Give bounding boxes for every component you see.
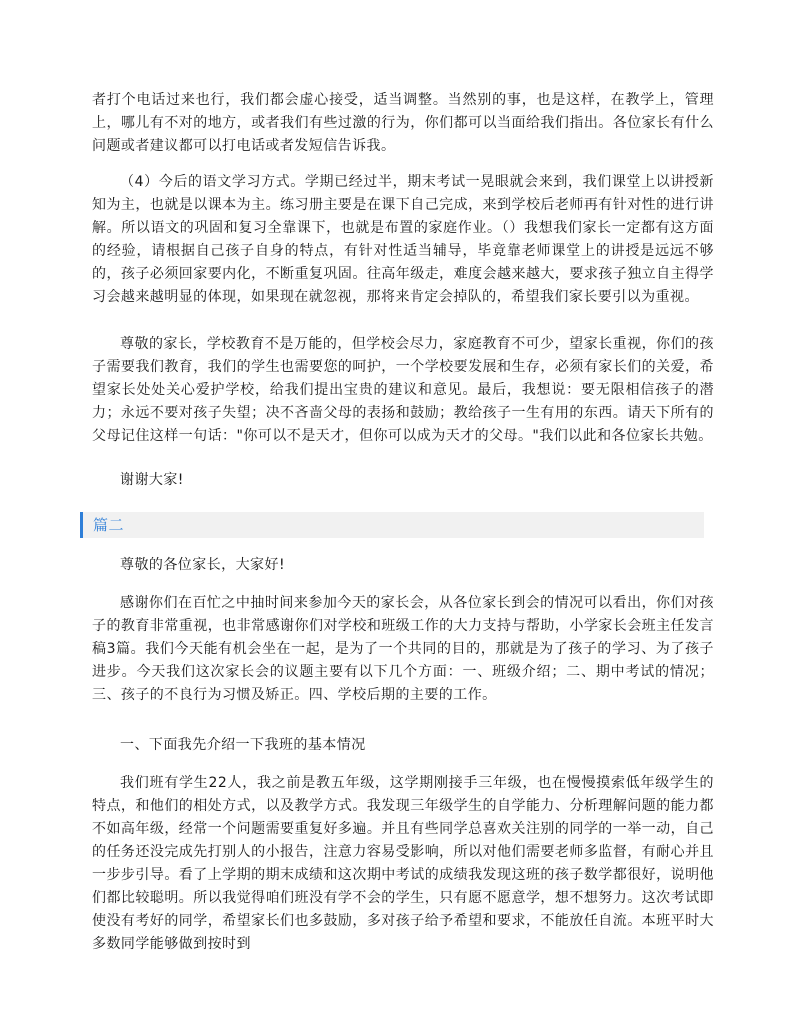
section-accent-bar [80,512,83,538]
thanks-line: 谢谢大家! [120,472,184,488]
greeting-line: 尊敬的各位家长，大家好! [120,557,286,573]
paragraph-class-info: 我们班有学生22人，我之前是教五年级，这学期刚接手三年级，也在慢慢摸索低年级学生的特点，和他们的相处方式，以及教学方式。我发现三年级学生的自学能力、分析理解问题的能力都不如高年级，经常一个问题需要重复好多遍。并且有些同学总喜欢关注别的同学的一举一动，自己的任务还没完成先打别人的小报告，注意力容易受影响，所以对他们需要老师多监督，有耐心并且一步步引导。看了上学期的期末成绩和这次期中考试的成绩我发现这班的孩子数学都很好，说明他们都比较聪明。所以我觉得咱们班没有学不会的学生，只有愿不愿意学，想不想努力。这次考试即使没有考好的同学，希望家长们也多鼓励，多对孩子给予希望和要求，不能放任自流。本班平时大多数同学能够做到按时到 [92,775,714,952]
paragraph-continuation: 者打个电话过来也行，我们都会虚心接受，适当调整。当然别的事，也是这样，在教学上，管理上，哪儿有不对的地方，或者我们有些过激的行为，你们都可以当面给我们指出。各位家长有什么问题或者建议都可以打电话或者发短信告诉我。 [92,92,714,154]
section-title: 篇二 [93,516,125,534]
subheading: 一、下面我先介绍一下我班的基本情况 [120,737,366,753]
paragraph-study-method: （4）今后的语文学习方式。学期已经过半，期末考试一晃眼就会来到，我们课堂上以讲授新知为主，也就是以课本为主。练习册主要是在课下自己完成，来到学校后老师再有针对性的进行讲解。所以语文的巩固和复习全靠课下，也就是布置的家庭作业。（）我想我们家长一定都有这方面的经验，请根据自己孩子自身的特点，有针对性适当辅导，毕竟靠老师课堂上的讲授是远远不够的，孩子必须回家要内化，不断重复巩固。往高年级走，难度会越来越大，要求孩子独立自主得学习会越来越明显的体现，如果现在就忽视，那将来肯定会掉队的，希望我们家长要引以为重视。 [92,174,714,305]
section-header [80,512,704,538]
paragraph-closing: 尊敬的家长，学校教育不是万能的，但学校会尽力，家庭教育不可少，望家长重视，你们的孩子需要我们教育，我们的学生也需要您的呵护，一个学校要发展和生存，必须有家长们的关爱，希望家长处处关心爱护学校，给我们提出宝贵的建议和意见。最后，我想说：要无限相信孩子的潜力；永远不要对孩子失望；决不吝啬父母的表扬和鼓励；教给孩子一生有用的东西。请天下所有的父母记住这样一句话："你可以不是天才，但你可以成为天才的父母。"我们以此和各位家长共勉。 [92,336,714,444]
paragraph-intro: 感谢你们在百忙之中抽时间来参加今天的家长会，从各位家长到会的情况可以看出，你们对孩子的教育非常重视，也非常感谢你们对学校和班级工作的大力支持与帮助，小学家长会班主任发言稿3篇。我们今天能有机会坐在一起，是为了一个共同的目的，那就是为了孩子的学习、为了孩子进步。今天我们这次家长会的议题主要有以下几个方面：一、班级介绍；二、期中考试的情况；三、孩子的不良行为习惯及矫正。四、学校后期的主要的工作。 [92,595,714,703]
